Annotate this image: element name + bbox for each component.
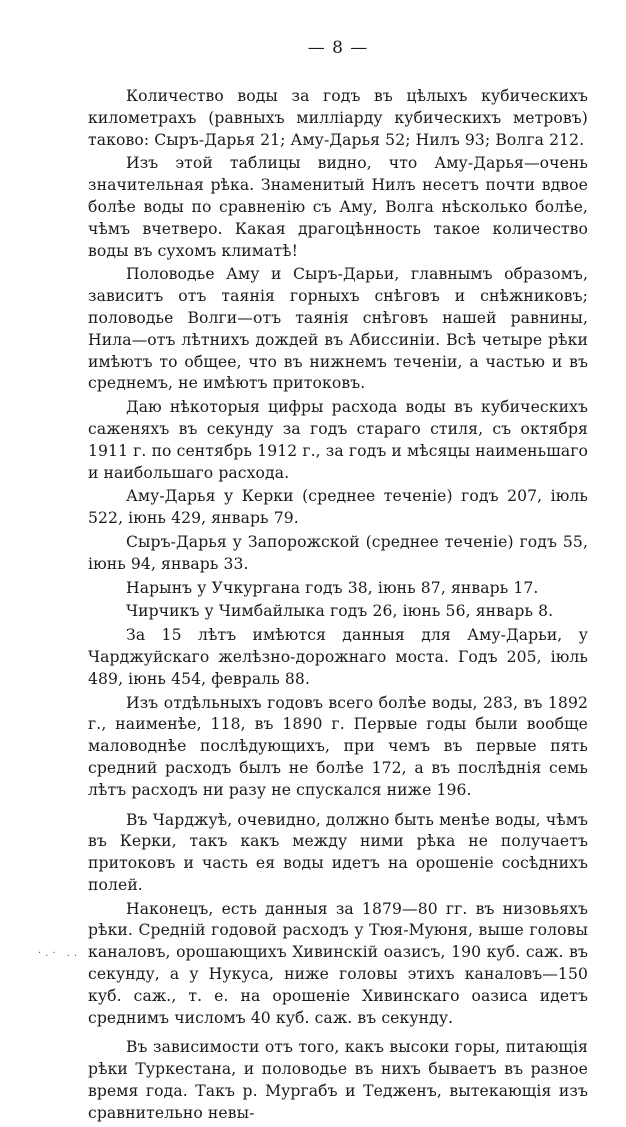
- page-number: — 8 —: [307, 38, 369, 58]
- document-page: [88, 38, 588, 1127]
- paragraph-table-conclusion: Изъ этой таблицы видно, что Аму-Дарья—очень значительная рѣка. Знаменитый Нилъ несетъ почти вдвое болѣе воды по сравненiю съ Аму, Волга нѣсколько болѣе, чѣмъ вчетверо. Какая драгоцѣнность такое количество воды въ сухомъ климатѣ!: [88, 154, 588, 260]
- paragraph-discharge-intro: Даю нѣкоторыя цифры расхода воды въ кубическихъ саженяхъ въ секунду за годъ стараго стиля, съ октября 1911 г. по сентябрь 1912 г., за годъ и мѣсяцы наименьшаго и наибольшаго расхода.: [88, 398, 588, 482]
- paragraph-lower-reaches: Наконецъ, есть данныя за 1879—80 гг. въ низовьяхъ рѣки. Среднiй годовой расходъ у Тюя-Муюня, выше головы каналовъ, орошающихъ Хивинскiй оазисъ, 190 куб. саж. въ секунду, а у Нукуса, ниже головы этихъ каналовъ—150 куб. саж., т. е. на орошенiе Хивинскаго оазиса идетъ среднимъ числомъ 40 куб. саж. въ секунду.: [88, 899, 588, 1027]
- paragraph-yearly-extremes: Изъ отдѣльныхъ годовъ всего болѣе воды, 283, въ 1892 г., наименѣе, 118, въ 1890 г. Первые годы были вообще маловоднѣе послѣдующихъ, при чемъ въ первые пять средний расходъ былъ не болѣе 172, а въ послѣднiя семь лѣтъ расходъ ни разу не спускался ниже 196.: [88, 693, 588, 799]
- scan-specks: ·.· ..: [38, 948, 82, 959]
- paragraph-flood-sources: Половодье Аму и Сыръ-Дарьи, главнымъ образомъ, зависитъ отъ таянiя горныхъ снѣговъ и снѣжниковъ; половодье Волги—отъ таянiя снѣговъ нашей равнины, Нила—отъ лѣтнихъ дождей въ Абиссинiи. Всѣ четыре рѣки имѣютъ то общее, что въ нижнемъ теченiи, а частью и въ среднемъ, не имѣютъ притоковъ.: [88, 265, 588, 393]
- paragraph-water-volume: Количество воды за годъ въ цѣлыхъ кубическихъ километрахъ (равныхъ миллiарду кубическихъ метровъ) таково: Сыръ-Дарья 21; Аму-Дарья 52; Нилъ 93; Волга 212.: [88, 87, 588, 149]
- paragraph-chardzhui-less-water: Въ Чарджуѣ, очевидно, должно быть менѣе воды, чѣмъ въ Керки, такъ какъ между ними рѣка не получаетъ притоковъ и часть ея воды идетъ на орошенiе сосѣднихъ полей.: [88, 810, 588, 894]
- paragraph-chardzhui-15-years: За 15 лѣтъ имѣются данныя для Аму-Дарьи, у Чарджуйскаго желѣзно-дорожнаго моста. Годъ 205, iюль 489, iюнь 454, февраль 88.: [88, 626, 588, 688]
- paragraph-naryn: Нарынъ у Учкургана годъ 38, iюнь 87, январь 17.: [126, 578, 539, 597]
- paragraph-amu-darya-kerki: Аму-Дарья у Керки (среднее теченiе) годъ 207, iюль 522, iюнь 429, январь 79.: [88, 487, 588, 528]
- paragraph-mountain-dependence: Въ зависимости отъ того, какъ высоки горы, питающiя рѣки Туркестана, и половодье въ нихъ бываетъ въ разное время года. Такъ р. Мургабъ и Тедженъ, вытекающiя изъ сравнительно невы-: [88, 1038, 588, 1122]
- paragraph-chirchik: Чирчикъ у Чимбайлыка годъ 26, iюнь 56, январь 8.: [126, 602, 554, 621]
- paragraph-syr-darya: Сыръ-Дарья у Запорожской (среднее теченiе) годъ 55, iюнь 94, январь 33.: [88, 532, 588, 573]
